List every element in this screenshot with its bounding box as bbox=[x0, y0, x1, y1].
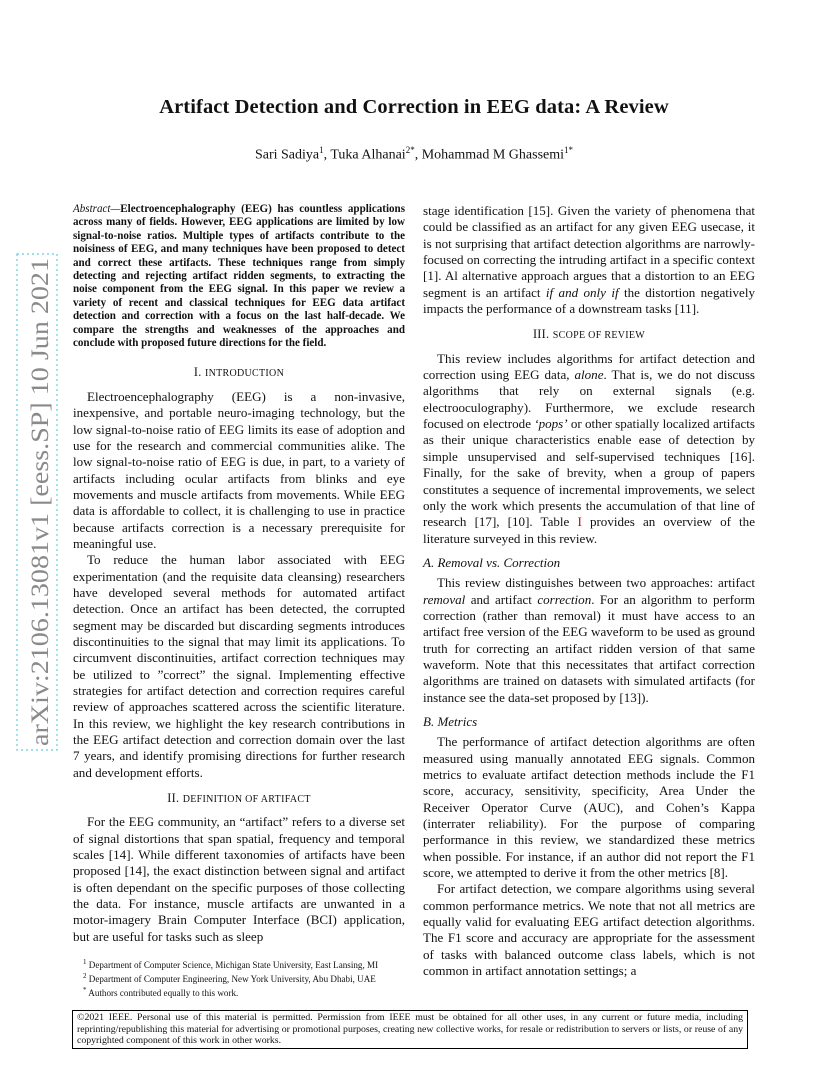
section-heading bbox=[423, 326, 755, 344]
paper-title: Artifact Detection and Correction in EEG data: A Review bbox=[159, 96, 669, 118]
copyright-notice: ©2021 IEEE. Personal use of this material is permitted. Permission from IEEE must be obtained for all other uses, in any current or future media, including reprinting/republishing this material for advertising or promotional purposes, creating new collective works, for resale or redistribution to servers or lists, or reuse of any copyrighted component of this work in other works. bbox=[72, 1010, 748, 1049]
arxiv-stamp-svg bbox=[14, 252, 60, 752]
paragraph: To reduce the human labor associated with EEG experimentation (and the requisite data cleansing) researchers have developed several methods for automated artifact detection. Once an artifact has been detected, the corrupted segment may be discarded but discarding segments introduces discontinuities to the signal that may limit its applications. To circumvent discontinuities, artifact correction techniques may be utilized to ”correct” the signal. Implementing effective strategies for artifact detection and correction requires careful review of approaches scattered across the scientific literature. In this review, we highlight the key research contributions in the EEG artifact detection and correction domain over the last 7 years, and identify promising directions for further research and development efforts. bbox=[73, 552, 405, 780]
section-heading bbox=[73, 790, 405, 808]
author-name: Tuka Alhanai bbox=[330, 147, 406, 163]
footnote bbox=[83, 985, 413, 999]
text-run: the distortion negatively impacts the performance of a downstream tasks [11]. bbox=[423, 284, 755, 317]
footnote-text: Department of Computer Engineering, New York University, Abu Dhabi, UAE bbox=[88, 974, 376, 985]
section-number: I. bbox=[193, 365, 202, 380]
footnote bbox=[83, 971, 413, 985]
paragraph: For the EEG community, an “artifact” refers to a diverse set of signal distortions that span spatial, frequency and temporal scales [14]. While different taxonomies of artifacts have been proposed [14], the exact distinction between signal and artifact is often dependant on the specific purposes of those collecting the data. For instance, muscle artifacts are unwanted in a motor-imagery Brain Computer Interface (BCI) application, but are useful for tasks such as sleep bbox=[73, 814, 405, 944]
text-run: This review distinguishes between two approaches: artifact bbox=[437, 575, 755, 591]
footnote-mark: * bbox=[83, 986, 87, 995]
paragraph: Electroencephalography (EEG) is a non-invasive, inexpensive, and portable neuro-imaging technology, but the low signal-to-noise ratio of EEG limits its ease of adoption and use for the research and commercial communities alike. The low signal-to-noise ratio of EEG is due, in part, to a variety of artifacts including ocular artifacts from blinks and eye movements and muscle artifacts from movements. While EEG data is affordable to collect, it is challenging to use in practice because artifacts correction is a necessary prerequisite for meaningful use. bbox=[73, 388, 405, 551]
paragraph bbox=[423, 575, 755, 706]
footnote-text: Department of Computer Science, Michigan State University, East Lansing, MI bbox=[88, 960, 379, 971]
text-run: and artifact bbox=[465, 591, 538, 607]
author-affiliation-mark: 2* bbox=[405, 145, 415, 155]
author-list: Sari Sadiya$^1$, Tuka Alhanai$^{2*}$, Mohammad M Ghassemi$^{1*}$ bbox=[254, 145, 574, 163]
emphasis: correction bbox=[537, 591, 592, 607]
section-title: INTRODUCTION bbox=[204, 368, 285, 380]
text-run: This review includes algorithms for artifact detection and correction using EEG data, bbox=[423, 350, 755, 383]
text-run: . For an algorithm to perform correction (rather than removal) it must have access to an artifact free version of the EEG waveform to be used as ground truth for correcting an artifact ridden version of that same waveform. Note that this necessitates that artifact correction algorithms are trained on datasets with simulated artifacts (for instance see the data-set proposed by [13]). bbox=[423, 591, 755, 705]
table-reference-link[interactable]: I bbox=[577, 514, 582, 530]
paragraph bbox=[423, 351, 755, 547]
footnote-text: Authors contributed equally to this work. bbox=[88, 988, 239, 999]
footnote-mark: 1 bbox=[83, 958, 87, 966]
right-column bbox=[423, 203, 755, 979]
footnote-mark: 2 bbox=[83, 972, 87, 981]
emphasis: ‘pops’ bbox=[534, 416, 568, 432]
emphasis: if and only if bbox=[545, 284, 619, 300]
section-number: II. bbox=[167, 791, 180, 806]
left-column bbox=[73, 203, 405, 945]
emphasis: alone bbox=[574, 367, 604, 383]
section-title: DEFINITION OF ARTIFACT bbox=[182, 794, 311, 806]
subsection-heading: A. Removal vs. Correction bbox=[423, 554, 561, 570]
abstract-text: Electroencephalography (EEG) has countless applications across many of fields. However, EEG applications are limited by low signal-to-noise ratios. Multiple types of artifacts contribute to the noisiness of EEG, and many techniques have been proposed to detect and correct these artifacts. These techniques range from simply detecting and rejecting artifact ridden segments, to extracting the noise component from the EEG signal. In this paper we review a variety of recent and classical techniques for EEG data artifact detection and correction with a focus on the last half-decade. We compare the strengths and weaknesses of the approaches and conclude with proposed future directions for the field. bbox=[73, 203, 405, 350]
arxiv-stamp-text: arXiv:2106.13081v1 [eess.SP] 10 Jun 2021 bbox=[25, 302, 54, 746]
author-name: Mohammad M Ghassemi bbox=[421, 147, 565, 163]
text-run: or other spatially localized artifacts as their unique characteristics enable ease of detection by simple unsupervised and self-supervised techniques [16]. Finally, for the sake of brevity, when a group of papers constitutes a sequence of incremental improvements, we select only the work which presents the accumulation of that line of research [17], [10]. Table bbox=[423, 416, 755, 530]
text-run: provides an overview of the literature surveyed in this review. bbox=[423, 514, 755, 546]
text-run: . That is, we do not discuss algorithms that rely on external signals (e.g. electrooculography). Furthermore, we exclude research focused on electrode bbox=[423, 367, 755, 432]
section-heading bbox=[73, 364, 405, 382]
subsection-heading: B. Metrics bbox=[423, 713, 478, 729]
footnote bbox=[83, 957, 413, 971]
footnotes bbox=[83, 957, 413, 1000]
section-number: III. bbox=[532, 327, 550, 342]
abstract: Abstract—Electroencephalography (EEG) has countless applications across many of fields. However, EEG applications are limited by low signal-to-noise ratios. Multiple types of artifacts contribute to the noisiness of EEG, and many techniques have been proposed to detect and correct these artifacts. These techniques range from simply detecting and rejecting artifact ridden segments, to extracting the noise component from the EEG signal. In this paper we review a variety of recent and classical techniques for EEG data artifact detection and correction with a focus on the last half-decade. We compare the strengths and weaknesses of the approaches and conclude with proposed future directions for the field. bbox=[73, 203, 405, 350]
paragraph bbox=[423, 203, 755, 317]
author-affiliation-mark: 1 bbox=[319, 145, 324, 155]
text-run: stage identification [15]. Given the variety of phenomena that could be classified as an artifact for any given EEG usecase, it is not surprising that artifact detection algorithms are narrowly-focused on correcting the intruding artifact in a specific context [1]. Al alternative approach argues that a distortion to an EEG segment is an artifact bbox=[423, 203, 755, 300]
emphasis: removal bbox=[423, 591, 466, 607]
paragraph: For artifact detection, we compare algorithms using several common performance metrics. We note that not all metrics are equally valid for evaluating EEG artifact detection algorithms. The F1 score and accuracy are appropriate for the assessment of tasks with balanced outcome class labels, which is not common in artifact annotation settings; a bbox=[423, 881, 755, 979]
author-affiliation-mark: 1* bbox=[564, 145, 574, 155]
abstract-label: Abstract bbox=[73, 203, 111, 215]
arxiv-identifier-stamp[interactable] bbox=[14, 252, 60, 752]
section-title: SCOPE OF REVIEW bbox=[552, 330, 646, 342]
author-name: Sari Sadiya bbox=[254, 147, 320, 163]
paragraph: The performance of artifact detection algorithms are often measured using manually annotated EEG signals. Common metrics to evaluate artifact detection methods include the F1 score, accuracy, sensitivity, specificity, Area Under the Receiver Operator Curve (AUC), and Cohen’s Kappa (interrater reliability). For the purpose of comparing performance in this review, we standardized these metrics when possible. For instance, if an author did not report the F1 score, we attempted to derive it from the other metrics [8]. bbox=[423, 734, 755, 881]
